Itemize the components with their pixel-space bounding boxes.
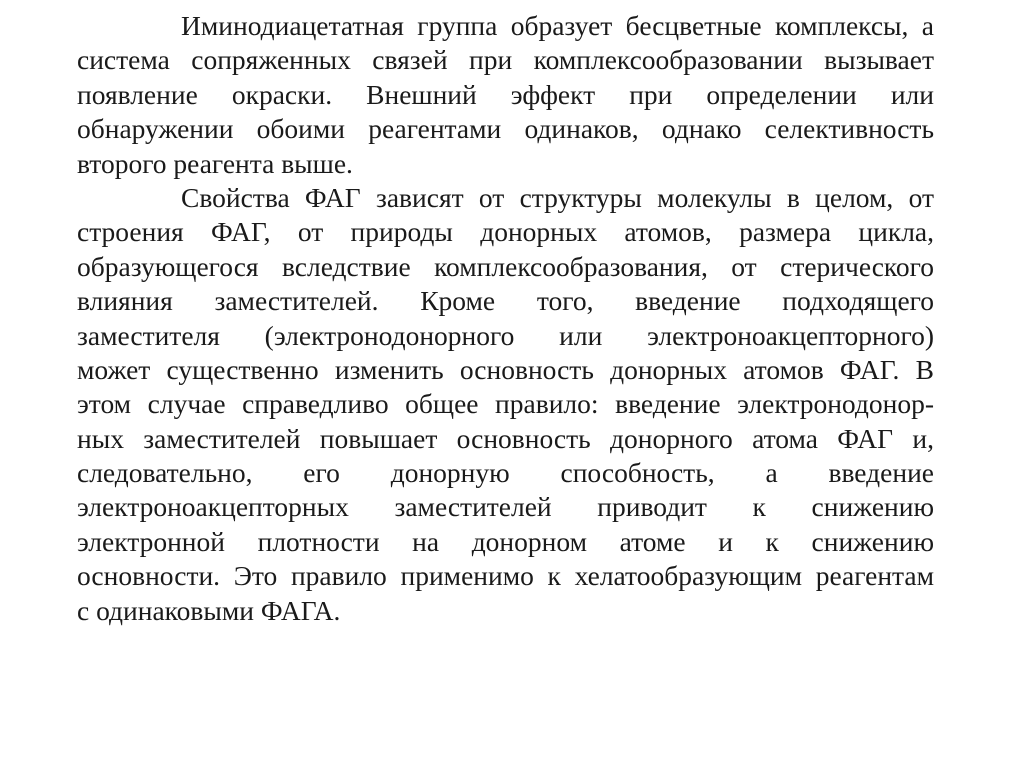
- text-line: второго реагента выше.: [77, 147, 353, 179]
- text-line: ных заместителей повышает основность донорного атома ФАГ и,: [77, 422, 934, 454]
- text-line: с одинаковыми ФАГА.: [77, 594, 341, 626]
- text-line: строения ФАГ, от природы донорных атомов, размера цикла,: [77, 216, 934, 248]
- text-line: следовательно, его донорную способность, а введение: [77, 457, 934, 489]
- text-line: появление окраски. Внешний эффект при определении или: [77, 78, 934, 110]
- text-line: электронной плотности на донорном атоме и к снижению: [77, 525, 934, 557]
- text-line: электроноакцепторных заместителей приводит к снижению: [77, 491, 934, 523]
- text-line: этом случае справедливо общее правило: введение электронодонор-: [77, 388, 934, 420]
- document-text: [77, 9, 934, 628]
- text-line: система сопряженных связей при комплексообразовании вызывает: [77, 44, 934, 76]
- text-line: заместителя (электронодонорного или электроноакцепторного): [77, 319, 934, 351]
- text-line: влияния заместителей. Кроме того, введение подходящего: [77, 285, 934, 317]
- text-line: может существенно изменить основность донорных атомов ФАГ. В: [77, 353, 934, 385]
- paragraph-2: [77, 181, 934, 628]
- text-line: основности. Это правило применимо к хелатообразующим реагентам: [77, 560, 934, 592]
- text-line: образующегося вследствие комплексообразования, от стерического: [77, 250, 934, 282]
- text-line: Иминодиацетатная группа образует бесцветные комплексы, а: [181, 10, 934, 41]
- text-line: Свойства ФАГ зависят от структуры молекулы в целом, от: [181, 181, 934, 213]
- text-line: обнаружении обоими реагентами одинаков, однако селективность: [77, 113, 934, 145]
- paragraph-1: [77, 9, 934, 181]
